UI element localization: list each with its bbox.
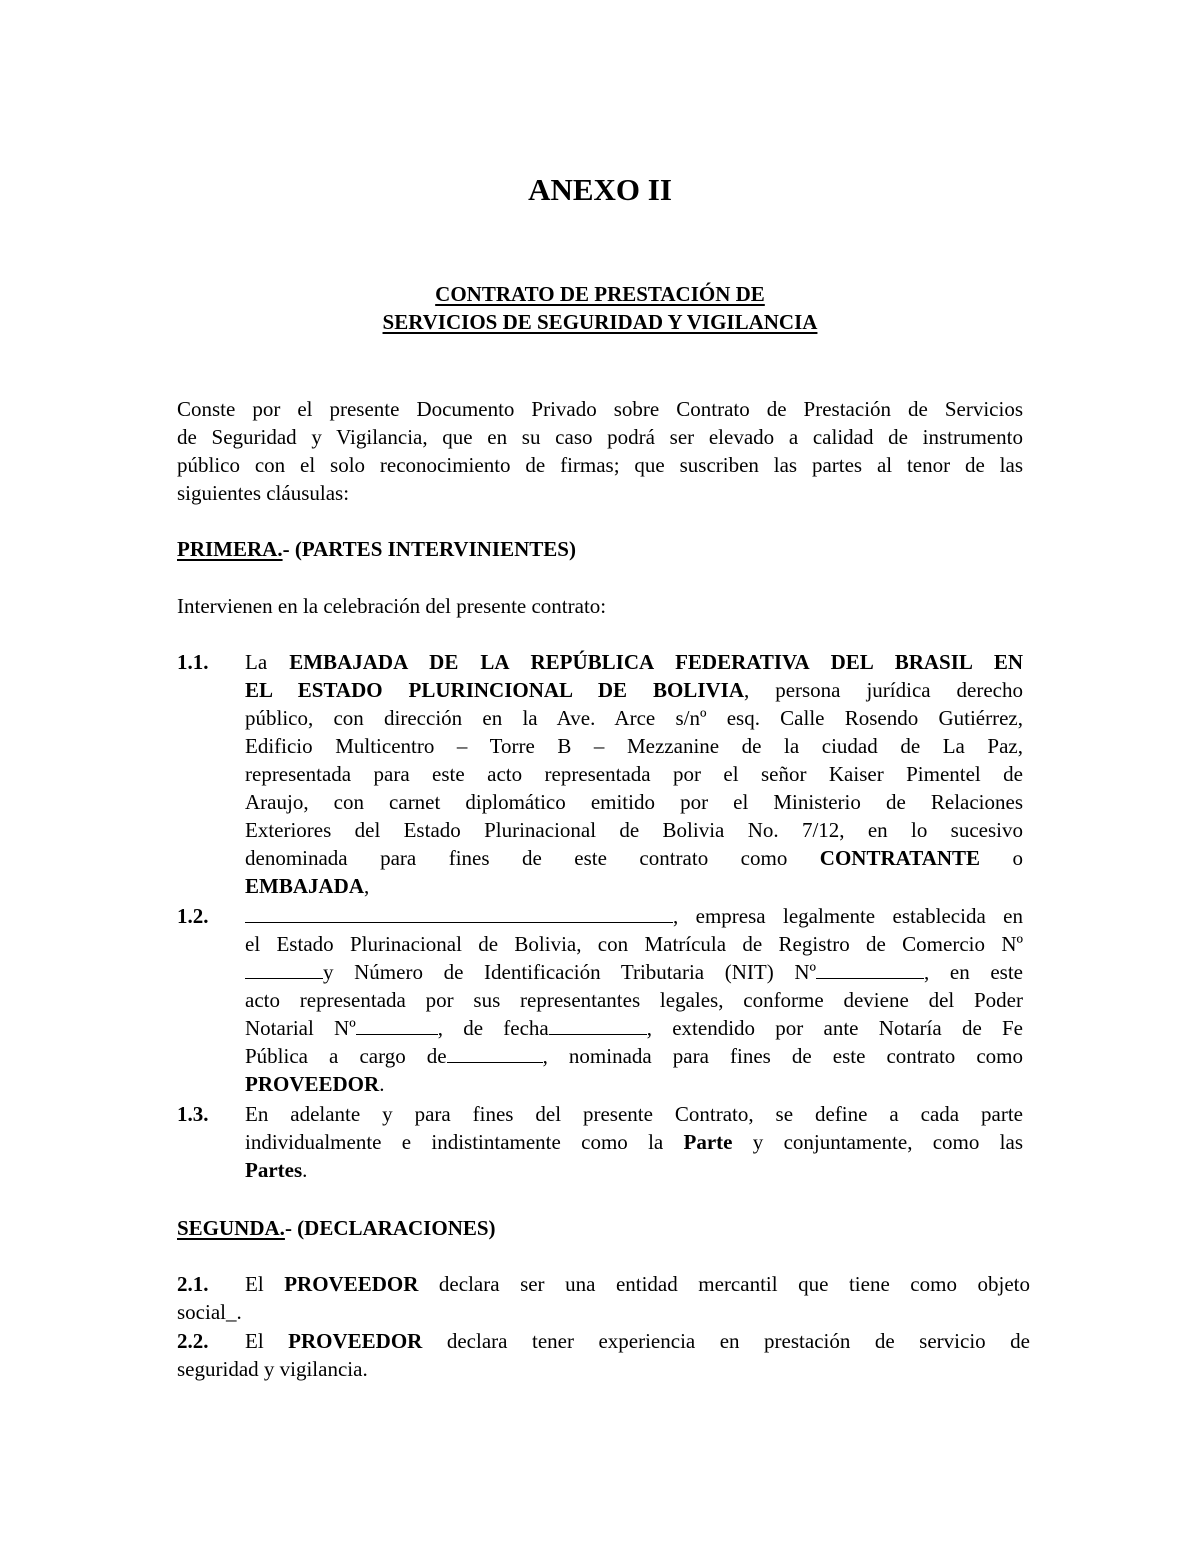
contract-title-line-1: CONTRATO DE PRESTACIÓN DE	[435, 282, 765, 306]
text-run: , nominada para fines de este contrato como	[542, 1044, 1023, 1068]
text-run: , en este	[924, 960, 1023, 984]
bold-run: Partes	[245, 1158, 303, 1182]
item-number: 2.1.	[177, 1272, 209, 1296]
bold-run: Parte	[683, 1130, 733, 1154]
bold-run: CONTRATANTE	[819, 846, 981, 870]
clause-segunda-heading	[177, 1214, 496, 1242]
intro-paragraph	[177, 395, 1023, 507]
item-1-1	[177, 648, 1023, 900]
annex-title: ANEXO II	[528, 172, 672, 207]
clause-primera-title: - (PARTES INTERVINIENTES)	[282, 537, 576, 561]
clause-segunda-title: - (DECLARACIONES)	[284, 1216, 496, 1240]
intro-line: Conste por el presente Documento Privado sobre Contrato de Prestación de Servicios	[177, 397, 1023, 421]
text-run: El	[245, 1272, 285, 1296]
text-run: declara ser una entidad mercantil que tiene como objeto	[418, 1272, 1030, 1296]
item-line: representada para este acto representada por el señor Kaiser Pimentel de	[245, 762, 1023, 786]
text-run: , empresa legalmente establecida en	[673, 904, 1023, 928]
text-run: .	[302, 1158, 308, 1182]
contract-title-line-2: SERVICIOS DE SEGURIDAD Y VIGILANCIA	[382, 310, 818, 334]
intro-line: de Seguridad y Vigilancia, que en su caso podrá ser elevado a calidad de instrumento	[177, 425, 1023, 449]
bold-run: PROVEEDOR	[245, 1072, 380, 1096]
item-line	[245, 1014, 1023, 1042]
blank-field-notarial	[356, 1014, 438, 1035]
text-run: y Número de Identificación Tributaria (NIT) Nº	[323, 960, 817, 984]
item-line: Exteriores del Estado Plurinacional de Bolivia No. 7/12, en lo sucesivo	[245, 818, 1023, 842]
clause-primera-intro: Intervienen en la celebración del presente contrato:	[177, 594, 607, 618]
text-run: .	[379, 1072, 385, 1096]
text-run: Notarial Nº	[245, 1016, 356, 1040]
item-line	[245, 872, 1023, 900]
item-2-1	[177, 1270, 1030, 1326]
item-line: Edificio Multicentro – Torre B – Mezzanine de la ciudad de La Paz,	[245, 734, 1023, 758]
clause-primera-heading	[177, 535, 576, 563]
text-run: declara tener experiencia en prestación de servicio de	[422, 1329, 1030, 1353]
blank-field-company	[245, 902, 673, 923]
item-line: acto representada por sus representantes legales, conforme deviene del Poder	[245, 988, 1023, 1012]
bold-run: EMBAJADA DE LA REPÚBLICA FEDERATIVA DEL BRASIL EN	[289, 650, 1023, 674]
text-run: , de fecha	[437, 1016, 549, 1040]
item-1-3	[177, 1100, 1023, 1184]
text-run: y conjuntamente, como las	[732, 1130, 1024, 1154]
contract-title	[0, 280, 1200, 336]
bold-run: PROVEEDOR	[288, 1329, 423, 1353]
item-body	[245, 648, 1023, 900]
blank-field-nit	[816, 958, 924, 979]
item-line	[245, 676, 1023, 704]
item-line	[177, 1270, 1030, 1298]
item-2-2	[177, 1327, 1030, 1383]
item-line	[245, 1156, 1023, 1184]
blank-field-date	[549, 1014, 647, 1035]
item-line: En adelante y para fines del presente Contrato, se define a cada parte	[245, 1102, 1023, 1126]
intro-line: siguientes cláusulas:	[177, 481, 350, 505]
blank-field-notary	[447, 1042, 543, 1063]
blank-field-registry	[245, 958, 323, 979]
text-run: ,	[364, 874, 370, 898]
item-number: 1.1.	[177, 650, 209, 674]
text-run: , persona jurídica derecho	[744, 678, 1023, 702]
item-body	[245, 1100, 1023, 1184]
text-run: El	[245, 1329, 289, 1353]
clause-primera-label: PRIMERA.	[177, 537, 283, 561]
item-number: 1.3.	[177, 1102, 209, 1126]
item-line: seguridad y vigilancia.	[177, 1357, 368, 1381]
text-run: o	[980, 846, 1024, 870]
item-line	[245, 844, 1023, 872]
text-run: individualmente e indistintamente como la	[245, 1130, 684, 1154]
item-line	[245, 1128, 1023, 1156]
item-1-2	[177, 902, 1023, 1098]
item-line	[245, 1070, 1023, 1098]
item-line: público, con dirección en la Ave. Arce s/nº esq. Calle Rosendo Gutiérrez,	[245, 706, 1023, 730]
bold-run: EL ESTADO PLURINCIONAL DE BOLIVIA	[245, 678, 744, 702]
bold-run: EMBAJADA	[245, 874, 364, 898]
item-line	[245, 902, 1023, 930]
text-run: , extendido por ante Notaría de Fe	[646, 1016, 1024, 1040]
text-run: Pública a cargo de	[245, 1044, 447, 1068]
bold-run: PROVEEDOR	[284, 1272, 419, 1296]
item-number: 2.2.	[177, 1329, 209, 1353]
item-body	[245, 902, 1023, 1098]
item-line	[245, 1042, 1023, 1070]
clause-segunda-label: SEGUNDA.	[177, 1216, 285, 1240]
intro-line: público con el solo reconocimiento de firmas; que suscriben las partes al tenor de las	[177, 453, 1023, 477]
item-line: Araujo, con carnet diplomático emitido por el Ministerio de Relaciones	[245, 790, 1023, 814]
item-number: 1.2.	[177, 904, 209, 928]
item-line	[177, 1327, 1030, 1355]
item-line	[245, 958, 1023, 986]
item-line	[245, 648, 1023, 676]
text-run: denominada para fines de este contrato como	[245, 846, 820, 870]
item-line: el Estado Plurinacional de Bolivia, con Matrícula de Registro de Comercio Nº	[245, 932, 1023, 956]
text-run: La	[245, 650, 290, 674]
item-line: social_.	[177, 1300, 242, 1324]
